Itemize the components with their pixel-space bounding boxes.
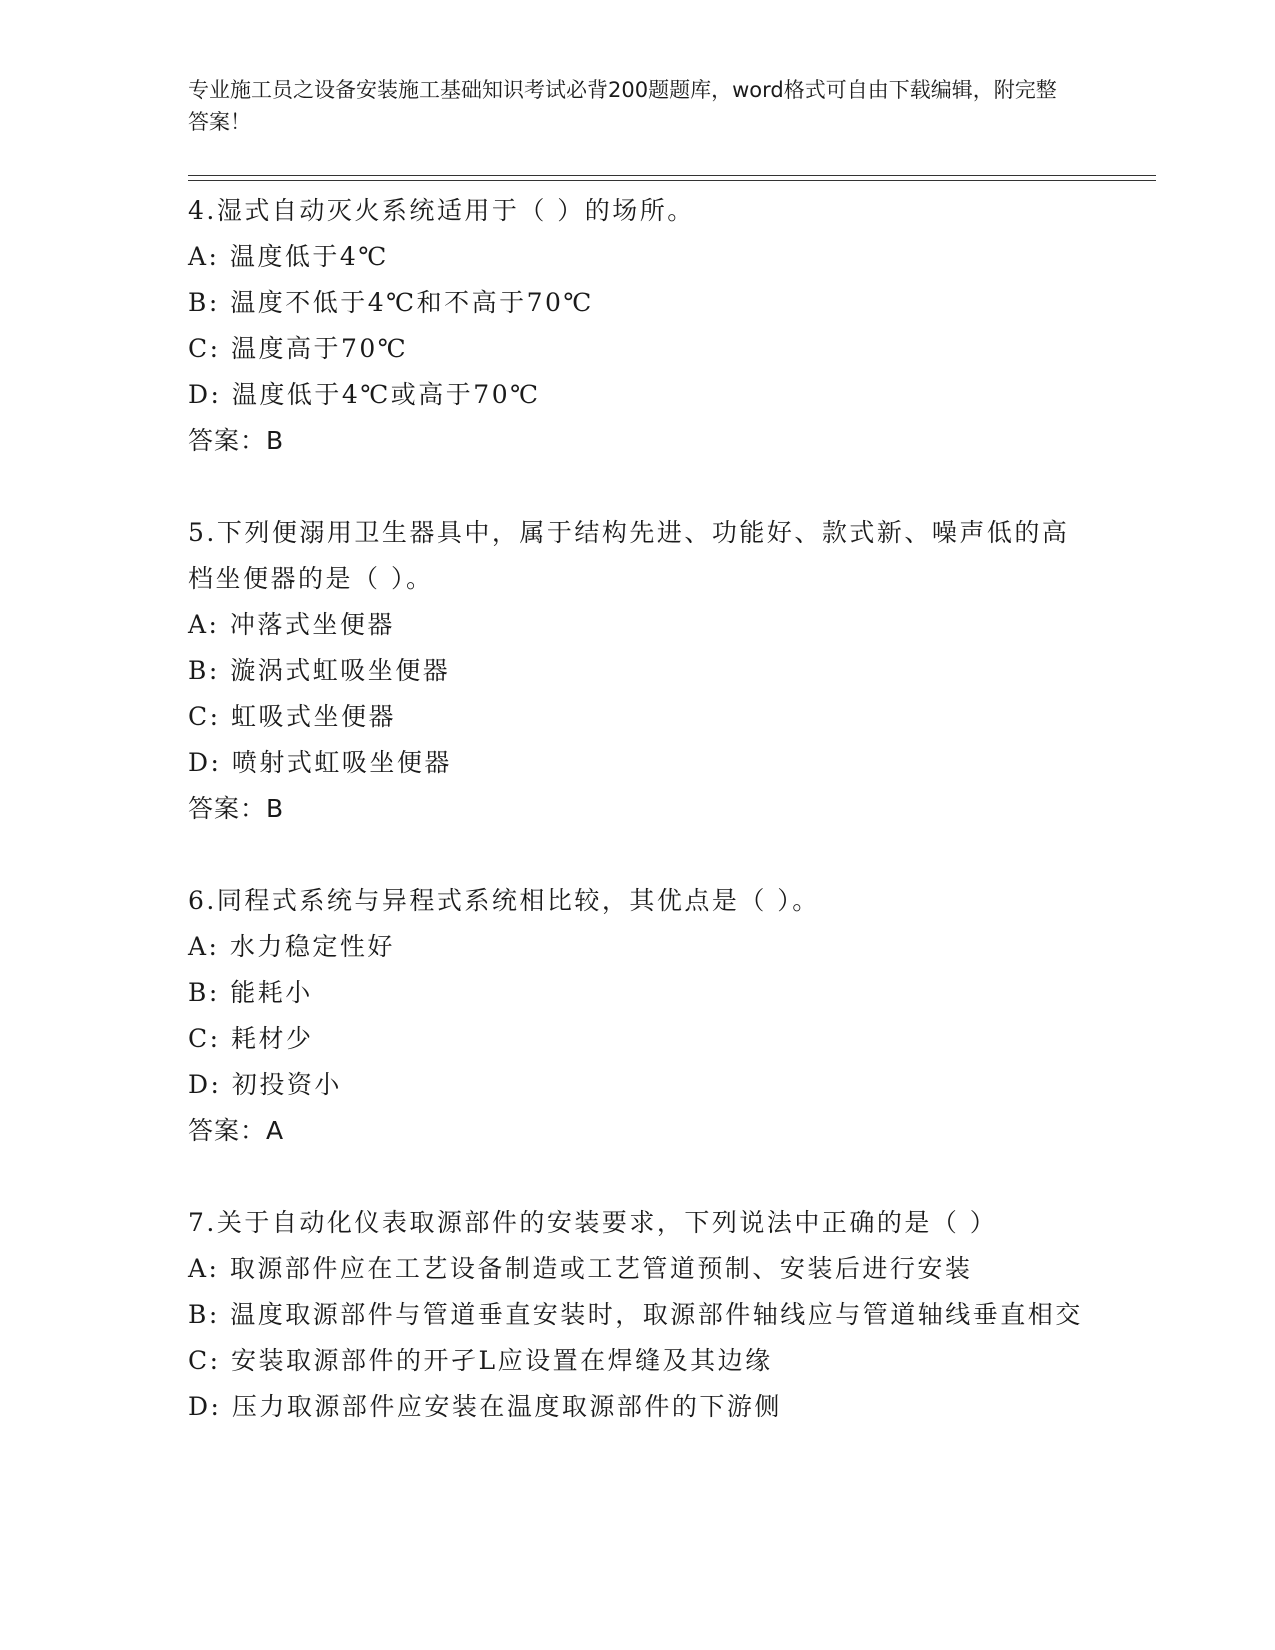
option-a: A: 水力稳定性好 bbox=[188, 932, 395, 961]
header-divider bbox=[188, 175, 1156, 176]
question-list bbox=[188, 188, 1088, 1430]
option-d: D: 喷射式虹吸坐便器 bbox=[188, 748, 452, 777]
question-5 bbox=[188, 510, 1088, 832]
answer: 答案：B bbox=[188, 426, 285, 455]
option-a: A: 冲落式坐便器 bbox=[188, 610, 395, 639]
question-4 bbox=[188, 188, 1088, 464]
answer: 答案：A bbox=[188, 1116, 285, 1145]
header-divider bbox=[188, 180, 1156, 181]
question-stem: 7.关于自动化仪表取源部件的安装要求，下列说法中正确的是（ ） bbox=[188, 1208, 998, 1237]
option-b: B: 温度取源部件与管道垂直安装时，取源部件轴线应与管道轴线垂直相交 bbox=[188, 1300, 1083, 1329]
answer: 答案：B bbox=[188, 794, 285, 823]
option-b: B: 能耗小 bbox=[188, 978, 313, 1007]
option-d: D: 温度低于4℃或高于70℃ bbox=[188, 380, 541, 409]
option-b: B: 漩涡式虹吸坐便器 bbox=[188, 656, 451, 685]
option-c: C: 安装取源部件的开孑L应设置在焊缝及其边缘 bbox=[188, 1346, 773, 1375]
question-stem: 6.同程式系统与异程式系统相比较，其优点是（ ）。 bbox=[188, 886, 820, 915]
question-7 bbox=[188, 1200, 1088, 1430]
question-stem: 5.下列便溺用卫生器具中，属于结构先进、功能好、款式新、噪声低的高档坐便器的是（ ）。 bbox=[188, 518, 1070, 593]
page-header: 专业施工员之设备安装施工基础知识考试必背200题题库，word格式可自由下载编辑，附完整答案！ bbox=[188, 78, 1057, 134]
option-d: D: 初投资小 bbox=[188, 1070, 342, 1099]
option-c: C: 温度高于70℃ bbox=[188, 334, 409, 363]
option-c: C: 虹吸式坐便器 bbox=[188, 702, 396, 731]
option-d: D: 压力取源部件应安装在温度取源部件的下游侧 bbox=[188, 1392, 782, 1421]
option-c: C: 耗材少 bbox=[188, 1024, 314, 1053]
option-a: A: 温度低于4℃ bbox=[188, 242, 389, 271]
question-stem: 4.湿式自动灭火系统适用于（ ）的场所。 bbox=[188, 196, 695, 225]
question-6 bbox=[188, 878, 1088, 1154]
option-b: B: 温度不低于4℃和不高于70℃ bbox=[188, 288, 594, 317]
option-a: A: 取源部件应在工艺设备制造或工艺管道预制、安装后进行安装 bbox=[188, 1254, 973, 1283]
